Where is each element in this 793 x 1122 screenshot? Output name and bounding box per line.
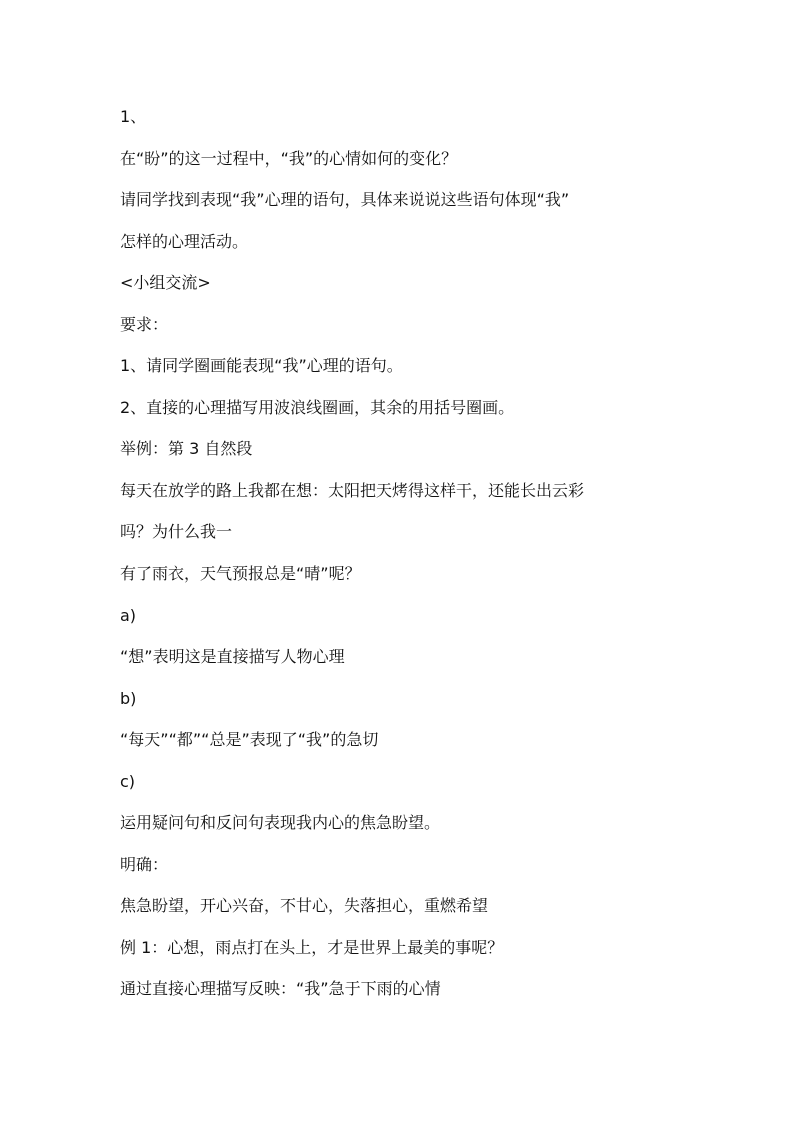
text-line-22: 通过直接心理描写反映：“我”急于下雨的心情 [120,979,441,998]
text-line-18: 运用疑问句和反问句表现我内心的焦急盼望。 [120,813,441,832]
text-line-16: “每天”“都”“总是”表现了“我”的急切 [120,730,379,749]
text-line-10: 每天在放学的路上我都在想：太阳把天烤得这样干，还能长出云彩 [120,481,585,500]
text-line-2: 在“盼”的这一过程中，“我”的心情如何的变化？ [120,149,458,168]
text-line-4: 怎样的心理活动。 [120,232,249,251]
text-line-19: 明确： [120,855,169,874]
text-line-8: 2、直接的心理描写用波浪线圈画，其余的用括号圈画。 [120,398,515,417]
text-line-12: 有了雨衣，天气预报总是“晴”呢？ [120,564,361,583]
text-line-7: 1、请同学圈画能表现“我”心理的语句。 [120,356,403,375]
text-line-15: b) [120,689,137,708]
text-line-21: 例 1：心想，雨点打在头上，才是世界上最美的事呢？ [120,938,504,957]
text-line-14: “想”表明这是直接描写人物心理 [120,647,345,666]
text-line-3: 请同学找到表现“我”心理的语句，具体来说说这些语句体现“我” [120,190,570,209]
text-line-20: 焦急盼望，开心兴奋，不甘心，失落担心，重燃希望 [120,896,489,915]
text-line-11: 吗？为什么我一 [120,522,233,541]
text-line-6: 要求： [120,315,169,334]
text-line-13: a) [120,606,137,625]
text-line-17: c) [120,772,136,791]
text-line-1: 1、 [120,107,147,126]
text-line-5: <小组交流> [120,273,211,292]
text-line-9: 举例：第 3 自然段 [120,439,253,458]
